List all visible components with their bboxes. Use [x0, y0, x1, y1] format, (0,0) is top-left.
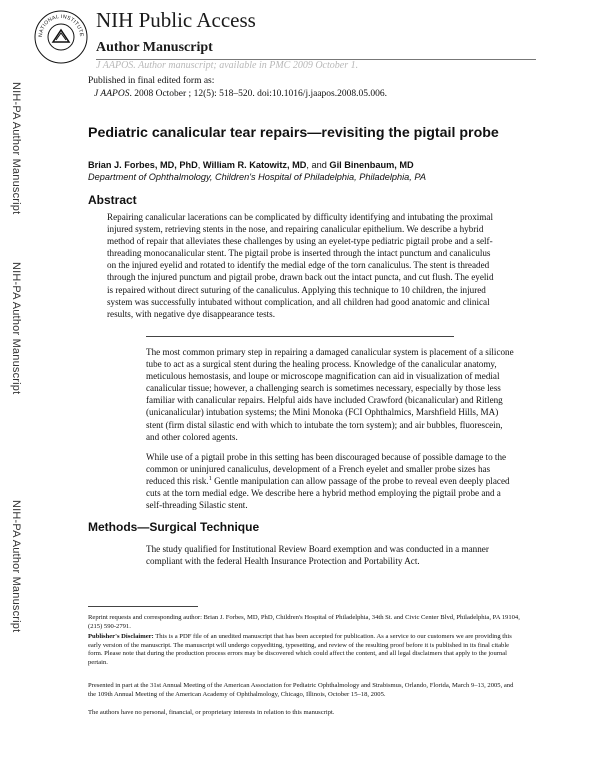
- abstract-heading: Abstract: [88, 193, 137, 207]
- article-title: Pediatric canalicular tear repairs—revisiting the pigtail probe: [88, 125, 499, 141]
- author-separator: , and: [306, 160, 330, 170]
- citation-details: . 2008 October ; 12(5): 518–520. doi:10.1016/j.jaapos.2008.05.006.: [129, 89, 387, 99]
- header-subtitle: Author Manuscript: [96, 40, 213, 55]
- side-label-bottom: NIH-PA Author Manuscript: [10, 500, 22, 633]
- author-list: [88, 160, 414, 170]
- author-name: Gil Binenbaum, MD: [329, 160, 414, 170]
- abstract-text: Repairing canalicular lacerations can be complicated by difficulty identifying and intubating the proximal injured system, retrieving stents in the nose, and repairing canalicular epithelium. We describe a hybrid method of repair that alleviates these challenges by using an eyelet-type pediatric pigtail probe and a self-threading monocanalicular stent. The pigtail probe is inserted through the intact punctum and canaliculus on the injured eyelid and rotated to identify the medial edge of the torn canaliculus. The stent is threaded through the injured punctum and pigtail probe, drawn back out the intact puncta, and cut flush. The eyelid is repaired without direct suturing of the canaliculus. Applying this technique to 10 children, the injured system was successfully intubated without complication, and all children had good anatomic and clinical results, with negative dye disappearance tests.: [107, 212, 494, 319]
- nih-seal-icon: [34, 10, 88, 64]
- side-label-top: NIH-PA Author Manuscript: [10, 82, 22, 215]
- author-separator: ,: [197, 160, 203, 170]
- paragraph-text: While use of a pigtail probe in this setting has been discouraged because of possible damage to the common or uninjured canaliculus, development of a French eyelet and smaller probe sizes has reduced this risk.: [146, 452, 507, 487]
- author-name: Brian J. Forbes, MD, PhD: [88, 160, 198, 170]
- methods-heading: Methods—Surgical Technique: [88, 520, 260, 534]
- citation-reference[interactable]: 1: [208, 475, 212, 483]
- footnote-disclaimer: [88, 633, 520, 667]
- nih-logo: [34, 10, 88, 64]
- footnote-reprint: Reprint requests and corresponding author: Brian J. Forbes, MD, PhD, Children's Hospital of Philadelphia, 34th St. and Civic Center Blvd, Philadelphia, PA 19104, (215) 590-2791.: [88, 614, 520, 630]
- affiliation: Department of Ophthalmology, Children's Hospital of Philadelphia, Philadelphia, PA: [88, 172, 426, 182]
- citation: [94, 89, 387, 99]
- disclaimer-label: Publisher's Disclaimer:: [88, 633, 154, 640]
- citation-journal: J AAPOS: [94, 89, 130, 99]
- footnote-divider: [88, 606, 198, 607]
- author-name: William R. Katowitz, MD: [202, 160, 307, 170]
- logo-arc-text: NATIONAL INSTITUTE: [37, 13, 85, 38]
- disclaimer-text: This is a PDF file of an unedited manuscript that has been accepted for publication. As a service to our customers we are providing this early version of the manuscript. The manuscript will undergo copyediting, typesetting, and review of the resulting proof before it is published in its final citable form. Please note that during the production process errors may be discovered which could affect the content, and all legal disclaimers that apply to the journal pertain.: [88, 633, 512, 666]
- body-paragraph: The study qualified for Institutional Review Board exemption and was conducted in a manner compliant with the federal Health Insurance Protection and Portability Act.: [146, 544, 489, 567]
- publication-label: Published in final edited form as:: [88, 76, 215, 86]
- footnote-conflict: The authors have no personal, financial, or proprietary interests in relation to this manuscript.: [88, 709, 335, 716]
- footnote-presented: Presented in part at the 31st Annual Meeting of the American Association for Pediatric Ophthalmology and Strabismus, Orlando, Florida, March 9–13, 2005, and the 109th Annual Meeting of the American Academy of Ophthalmology, Chicago, Illinois, October 15–18, 2005.: [88, 682, 514, 698]
- header-title: NIH Public Access: [96, 8, 256, 32]
- side-label-middle: NIH-PA Author Manuscript: [10, 262, 22, 395]
- body-paragraph: [146, 451, 514, 511]
- abstract-divider: [146, 336, 454, 337]
- paragraph-text: Gentle manipulation can allow passage of the probe to reveal even deeply placed cuts at the torn medial edge. We describe here a hybrid method employing the pigtail probe and a self-threading Silastic stent.: [146, 476, 510, 511]
- body-paragraph: The most common primary step in repairing a damaged canalicular system is placement of a silicone tube to act as a surgical stent during the healing process. Knowledge of the canalicular anatomy, meticulous hemostasis, and loupe or microscope magnification can aid in visualization of medial canalicular tissue; however, a challenging search is sometimes necessary, especially by those less familiar with canalicular repairs. Helpful aids have included Crawford (bicanalicular) and Ritleng (unicanalicular) intubation systems; the Mini Monoka (FCI Ophthalmics, Marshfield Hills, MA) stent (firm distal silastic end with which to intubate the torn system); and air bubbles, fluorescein, and other colored agents.: [146, 347, 514, 442]
- header-journal-note: J AAPOS. Author manuscript; available in PMC 2009 October 1.: [96, 60, 359, 71]
